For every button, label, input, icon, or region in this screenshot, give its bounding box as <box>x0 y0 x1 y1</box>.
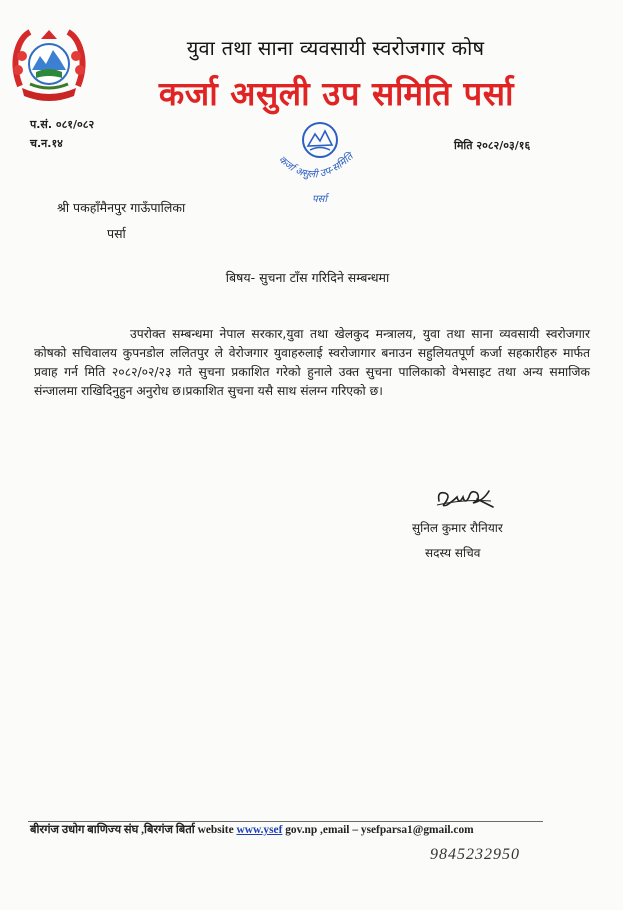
organization-name: युवा तथा साना व्यवसायी स्वरोजगार कोष <box>186 36 485 60</box>
website-link[interactable]: www.ysef <box>236 824 283 836</box>
stamp-text: कर्जा असुली उप-समिति <box>276 151 356 181</box>
committee-name: कर्जा असुली उप समिति पर्सा <box>158 74 515 113</box>
official-stamp <box>268 112 368 208</box>
addressee-district: पर्सा <box>107 226 126 241</box>
letter-body <box>34 325 590 401</box>
signature <box>433 485 497 513</box>
signatory-title: सदस्य सचिव <box>425 546 481 560</box>
footer-email: gov.np ,email – ysefparsa1@gmail.com <box>282 824 474 836</box>
reference-number: प.सं. ०८१/०८२ <box>30 118 95 131</box>
footer-address: बीरगंज उधोग बाणिज्य संघ ,बिरगंज बिर्ता website <box>30 824 237 836</box>
footer-contact <box>30 822 474 837</box>
letter-date: मिति २०८२/०३/१६ <box>454 139 531 152</box>
stamp-district: पर्सा <box>312 194 328 205</box>
handwritten-phone: 9845232950 <box>430 846 520 863</box>
signatory-name: सुनिल कुमार रौनियार <box>412 521 503 535</box>
svg-text:कर्जा असुली उप-समिति <box>276 149 357 180</box>
subject-line: बिषय- सुचना टाँस गरिदिने सम्बन्धमा <box>225 270 390 285</box>
letter-body-text: उपरोक्त सम्बन्धमा नेपाल सरकार,युवा तथा खेलकुद मन्त्रालय, युवा तथा साना व्यवसायी स्वरोजगार कोषको सचिवालय कुपनडोल ललितपुर ले वेरोजगार युवाहरुलाई स्वरोजागार बनाउन सहुलियतपूर्ण कर्जा सहकारीहरु मार्फत प्रवाह गर्न मिति २०८२/०२/२३ गते सुचना प्रकाशित गरेको हुनाले उक्त सुचना पालिकाको वेभसाइट तथा अन्य समाजिक संन्जालमा राखिदिनुहुन अनुरोध छ।प्रकाशित सुचना यसै साथ संलग्न गरिएको छ। <box>34 327 590 398</box>
dispatch-number: च.न.१४ <box>30 137 63 150</box>
addressee-name: श्री पकहाँमैनपुर गाऊँपालिका <box>57 200 186 215</box>
